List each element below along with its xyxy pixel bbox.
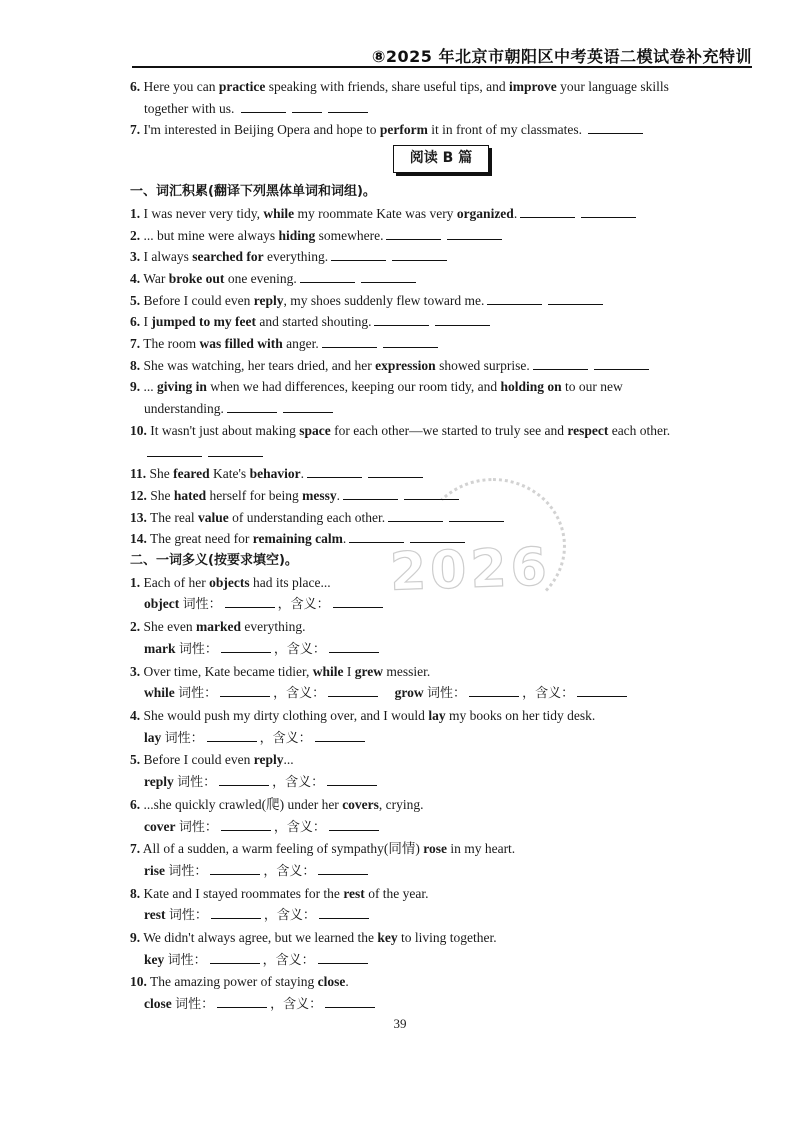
pos-label: 词性： <box>177 775 217 791</box>
worksheet-content <box>130 76 752 1016</box>
item-text: Kate and I stayed roommates for the <box>143 885 344 901</box>
header-rule <box>132 66 752 68</box>
vocab-item <box>130 420 752 442</box>
target-word: mark <box>144 640 176 656</box>
vocab-item <box>130 507 752 529</box>
polysemy-item <box>130 838 752 860</box>
target-word: object <box>144 596 180 612</box>
item-text: She <box>150 487 174 503</box>
item-bold: while <box>312 663 344 679</box>
item-text: each other. <box>608 422 671 438</box>
item-text: ...she quickly crawled(爬) under her <box>143 796 343 812</box>
item-text: ... <box>283 752 294 768</box>
answer-blank[interactable] <box>319 906 369 919</box>
meaning-label: ，含义： <box>273 641 326 657</box>
item-text: in my heart. <box>446 841 516 857</box>
answer-blank[interactable] <box>325 995 375 1008</box>
item-number: 9. <box>130 930 141 946</box>
answer-blank[interactable] <box>292 100 322 113</box>
item-text: Over time, Kate became tidier, <box>143 663 313 679</box>
item-number: 9. <box>130 379 141 395</box>
answer-blank[interactable] <box>449 509 504 522</box>
answer-blank[interactable] <box>577 684 627 697</box>
item-bold: giving in <box>157 379 207 395</box>
answer-blank[interactable] <box>147 444 202 457</box>
pos-label: 词性： <box>178 686 218 702</box>
polysemy-item <box>130 794 752 816</box>
item-number: 5. <box>130 752 141 768</box>
part1-title: 一、词汇积累(翻译下列黑体单词和词组)。 <box>130 184 376 200</box>
item-text: . <box>513 205 518 221</box>
vocab-item <box>130 203 752 225</box>
item-text: everything. <box>240 619 306 635</box>
item-number: 5. <box>130 292 141 308</box>
answer-blank[interactable] <box>225 595 275 608</box>
item-number: 11. <box>130 466 147 482</box>
polysemy-answer-line <box>130 638 752 661</box>
answer-blank[interactable] <box>435 313 490 326</box>
answer-blank[interactable] <box>300 270 355 283</box>
item-text: The great need for <box>150 531 253 547</box>
answer-blank[interactable] <box>329 818 379 831</box>
target-word: close <box>144 996 172 1012</box>
part2-title: 二、一词多义(按要求填空)。 <box>130 553 298 569</box>
target-word: rise <box>144 862 165 878</box>
answer-blank[interactable] <box>533 357 588 370</box>
item-bold: perform <box>379 122 428 138</box>
watermark: 2026 <box>389 537 552 603</box>
meaning-label: ，含义： <box>273 686 326 702</box>
item-text: when we had differences, keeping our room tidy, and <box>206 379 501 395</box>
part2-list <box>130 572 752 1016</box>
polysemy-item <box>130 749 752 771</box>
item-number: 7. <box>130 841 141 857</box>
item-text: to living together. <box>397 930 497 946</box>
answer-blank[interactable] <box>219 773 269 786</box>
item-bold: hiding <box>278 227 316 243</box>
item-number: 14. <box>130 531 147 547</box>
polysemy-answer-line <box>130 993 752 1016</box>
item-bold: space <box>299 422 331 438</box>
item-text: Each of her <box>143 574 210 590</box>
top-item-6 <box>130 76 752 98</box>
item-text: ... <box>143 379 157 395</box>
polysemy-answer-line <box>130 682 752 705</box>
polysemy-answer-line <box>130 771 752 794</box>
item-text: . <box>342 531 347 547</box>
answer-blank[interactable] <box>386 227 441 240</box>
item-bold: respect <box>567 422 609 438</box>
answer-blank[interactable] <box>207 729 257 742</box>
answer-blank[interactable] <box>548 292 603 305</box>
polysemy-item <box>130 661 752 683</box>
item-text: . <box>300 466 304 482</box>
item-bold: improve <box>509 79 557 94</box>
answer-blank[interactable] <box>241 100 286 113</box>
item-text: of the year. <box>364 885 429 901</box>
item-number: 7. <box>130 122 141 138</box>
item-number: 12. <box>130 487 147 503</box>
top-item-7 <box>130 119 752 141</box>
polysemy-answer-line <box>130 593 752 616</box>
item-text: It wasn't just about making <box>150 422 300 438</box>
answer-blank[interactable] <box>343 487 398 500</box>
answer-blank[interactable] <box>349 530 404 543</box>
item-text: and started shouting. <box>255 314 372 330</box>
target-word: grow <box>394 685 424 701</box>
item-text: The amazing power of staying <box>150 974 318 990</box>
pos-label: 词性： <box>164 730 204 746</box>
item-text: . <box>336 487 340 503</box>
item-text: , crying. <box>378 796 424 812</box>
item-text: We didn't always agree, but we learned the <box>143 930 378 946</box>
item-text: understanding. <box>144 401 224 417</box>
item-bold: value <box>197 509 229 525</box>
meaning-label: ，含义： <box>277 597 330 613</box>
item-number: 10. <box>130 422 147 438</box>
answer-blank[interactable] <box>520 205 575 218</box>
item-bold: grew <box>354 663 384 679</box>
answer-blank[interactable] <box>333 595 383 608</box>
item-bold: covers <box>342 796 379 812</box>
item-text: Before I could even <box>143 292 254 308</box>
answer-blank[interactable] <box>594 357 649 370</box>
meaning-label: ，含义： <box>270 997 323 1013</box>
item-text: Before I could even <box>143 752 254 768</box>
top-item-6-cont <box>130 98 752 120</box>
section-heading <box>130 145 752 175</box>
target-word: reply <box>144 774 174 790</box>
answer-blank[interactable] <box>331 248 386 261</box>
item-number: 6. <box>130 79 141 94</box>
item-number: 2. <box>130 227 141 243</box>
answer-blank[interactable] <box>469 684 519 697</box>
answer-blank[interactable] <box>328 684 378 697</box>
item-bold: reply <box>253 752 284 768</box>
item-text: speaking with friends, share useful tips, and <box>265 79 510 94</box>
polysemy-item <box>130 572 752 594</box>
item-number: 3. <box>130 663 141 679</box>
answer-blank[interactable] <box>581 205 636 218</box>
item-number: 3. <box>130 249 141 265</box>
page-number: 39 <box>393 1016 407 1031</box>
item-text: for each other—we started to truly see and <box>330 422 568 438</box>
item-text: your language skills <box>556 79 669 94</box>
pos-label: 词性： <box>168 908 208 924</box>
answer-blank[interactable] <box>361 270 416 283</box>
vocab-item <box>130 528 752 550</box>
polysemy-item <box>130 971 752 993</box>
item-bold: jumped to my feet <box>151 314 256 330</box>
meaning-label: ，含义： <box>263 908 316 924</box>
item-bold: reply <box>253 292 284 308</box>
answer-blank[interactable] <box>307 465 362 478</box>
item-text: . <box>345 974 349 990</box>
answer-blank[interactable] <box>318 951 368 964</box>
item-bold: hated <box>173 487 207 503</box>
item-bold: messy <box>302 487 337 503</box>
meaning-label: ，含义： <box>272 775 325 791</box>
vocab-item <box>130 225 752 247</box>
item-number: 13. <box>130 509 147 525</box>
item-number: 1. <box>130 205 141 221</box>
answer-blank[interactable] <box>210 862 260 875</box>
answer-blank[interactable] <box>374 313 429 326</box>
target-word: lay <box>144 729 162 745</box>
item-number: 4. <box>130 270 141 286</box>
item-text: herself for being <box>206 487 303 503</box>
answer-blank[interactable] <box>210 951 260 964</box>
item-bold: searched for <box>192 249 264 265</box>
item-text: my books on her tidy desk. <box>445 707 596 723</box>
answer-blank[interactable] <box>217 995 267 1008</box>
item-bold: remaining calm <box>252 531 343 547</box>
answer-blank[interactable] <box>388 509 443 522</box>
target-word: key <box>144 951 165 967</box>
polysemy-answer-line <box>130 949 752 972</box>
item-bold: while <box>263 205 295 221</box>
polysemy-answer-line <box>130 727 752 750</box>
item-bold: feared <box>173 466 210 482</box>
vocab-item <box>130 355 752 377</box>
answer-blank[interactable] <box>410 530 465 543</box>
answer-blank[interactable] <box>329 640 379 653</box>
meaning-label: ，含义： <box>259 730 312 746</box>
item-bold: rest <box>343 885 365 901</box>
answer-blank[interactable] <box>208 444 263 457</box>
answer-blank[interactable] <box>328 100 368 113</box>
polysemy-item <box>130 927 752 949</box>
item-text: somewhere. <box>315 227 384 243</box>
vocab-item <box>130 463 752 485</box>
meaning-label: ，含义： <box>263 863 316 879</box>
item-bold: was filled with <box>199 336 283 352</box>
meaning-label: ，含义： <box>273 819 326 835</box>
item-number: 4. <box>130 707 141 723</box>
item-bold: practice <box>218 79 266 94</box>
vocab-item <box>130 268 752 290</box>
item-number: 1. <box>130 574 141 590</box>
vocab-item <box>130 376 752 398</box>
vocab-item <box>130 246 752 268</box>
pos-label: 词性： <box>178 641 218 657</box>
vocab-item <box>130 311 752 333</box>
item-bold: objects <box>209 574 250 590</box>
item-number: 7. <box>130 336 141 352</box>
page-header <box>0 0 800 72</box>
polysemy-item <box>130 616 752 638</box>
pos-label: 词性： <box>427 686 467 702</box>
meaning-label: ，含义： <box>522 686 575 702</box>
vocab-item-cont <box>130 442 752 464</box>
polysemy-answer-line <box>130 860 752 883</box>
item-number: 8. <box>130 357 141 373</box>
item-text: one evening. <box>224 270 297 286</box>
item-text: She <box>149 466 174 482</box>
answer-blank[interactable] <box>220 684 270 697</box>
item-text: it in front of my classmates. <box>427 122 582 138</box>
header-title: ⑧2025 年北京市朝阳区中考英语二模试卷补充特训 <box>371 47 752 66</box>
item-bold: organized <box>456 205 514 221</box>
vocab-item <box>130 290 752 312</box>
item-text: She was watching, her tears dried, and her <box>143 357 376 373</box>
item-number: 6. <box>130 314 141 330</box>
answer-blank[interactable] <box>368 465 423 478</box>
polysemy-item <box>130 705 752 727</box>
item-text: I was never very tidy, <box>143 205 264 221</box>
pos-label: 词性： <box>167 952 207 968</box>
target-word: cover <box>144 818 176 834</box>
item-text: together with us. <box>144 100 235 116</box>
answer-blank[interactable] <box>315 729 365 742</box>
answer-blank[interactable] <box>447 227 502 240</box>
item-text: War <box>143 270 169 286</box>
item-text: All of a sudden, a warm feeling of sympathy(同情) <box>142 841 424 857</box>
answer-blank[interactable] <box>211 906 261 919</box>
item-text: She even <box>143 619 196 635</box>
item-bold: marked <box>195 619 241 635</box>
section-box-label: 阅读 B 篇 <box>393 145 489 173</box>
pos-label: 词性： <box>168 863 208 879</box>
item-number: 2. <box>130 619 141 635</box>
item-bold: expression <box>375 357 436 373</box>
answer-blank[interactable] <box>392 248 447 261</box>
item-bold: rose <box>423 841 447 857</box>
item-text: messier. <box>383 663 431 679</box>
meaning-label: ，含义： <box>262 952 315 968</box>
answer-blank[interactable] <box>318 862 368 875</box>
item-text: The room <box>143 336 200 352</box>
item-text: had its place... <box>249 574 331 590</box>
answer-blank[interactable] <box>327 773 377 786</box>
polysemy-answer-line <box>130 904 752 927</box>
pos-label: 词性： <box>175 997 215 1013</box>
target-word: rest <box>144 907 166 923</box>
item-text: I'm interested in Beijing Opera and hope to <box>143 122 380 138</box>
polysemy-item <box>130 883 752 905</box>
item-bold: close <box>317 974 346 990</box>
item-text: Kate's <box>209 466 250 482</box>
item-bold: behavior <box>249 466 301 482</box>
item-text: I <box>343 663 355 679</box>
answer-blank[interactable] <box>227 400 277 413</box>
polysemy-answer-line <box>130 816 752 839</box>
answer-blank[interactable] <box>221 640 271 653</box>
item-text: of understanding each other. <box>228 509 386 525</box>
item-bold: holding on <box>500 379 562 395</box>
item-text: anger. <box>282 336 319 352</box>
answer-blank[interactable] <box>283 400 333 413</box>
item-number: 8. <box>130 885 141 901</box>
item-text: my roommate Kate was very <box>294 205 457 221</box>
item-bold: key <box>377 930 398 946</box>
item-number: 10. <box>130 974 147 990</box>
vocab-item <box>130 333 752 355</box>
answer-blank[interactable] <box>588 121 643 134</box>
item-text: , my shoes suddenly flew toward me. <box>283 292 485 308</box>
item-bold: broke out <box>168 270 225 286</box>
item-bold: lay <box>428 707 446 723</box>
answer-blank[interactable] <box>487 292 542 305</box>
item-text: everything. <box>263 249 329 265</box>
item-text: She would push my dirty clothing over, and I would <box>143 707 429 723</box>
answer-blank[interactable] <box>221 818 271 831</box>
item-text: showed surprise. <box>435 357 530 373</box>
item-number: 6. <box>130 796 141 812</box>
answer-blank[interactable] <box>404 487 459 500</box>
vocab-item-cont <box>130 398 752 420</box>
answer-blank[interactable] <box>322 335 377 348</box>
target-word: while <box>144 685 175 701</box>
answer-blank[interactable] <box>383 335 438 348</box>
item-text: I <box>143 314 152 330</box>
item-text: to our new <box>561 379 623 395</box>
item-text: ... but mine were always <box>143 227 279 243</box>
pos-label: 词性： <box>182 597 222 613</box>
pos-label: 词性： <box>178 819 218 835</box>
item-text: I always <box>143 249 193 265</box>
part1-list <box>130 203 752 550</box>
item-text: Here you can <box>143 79 219 94</box>
vocab-item <box>130 485 752 507</box>
item-text: The real <box>150 509 198 525</box>
